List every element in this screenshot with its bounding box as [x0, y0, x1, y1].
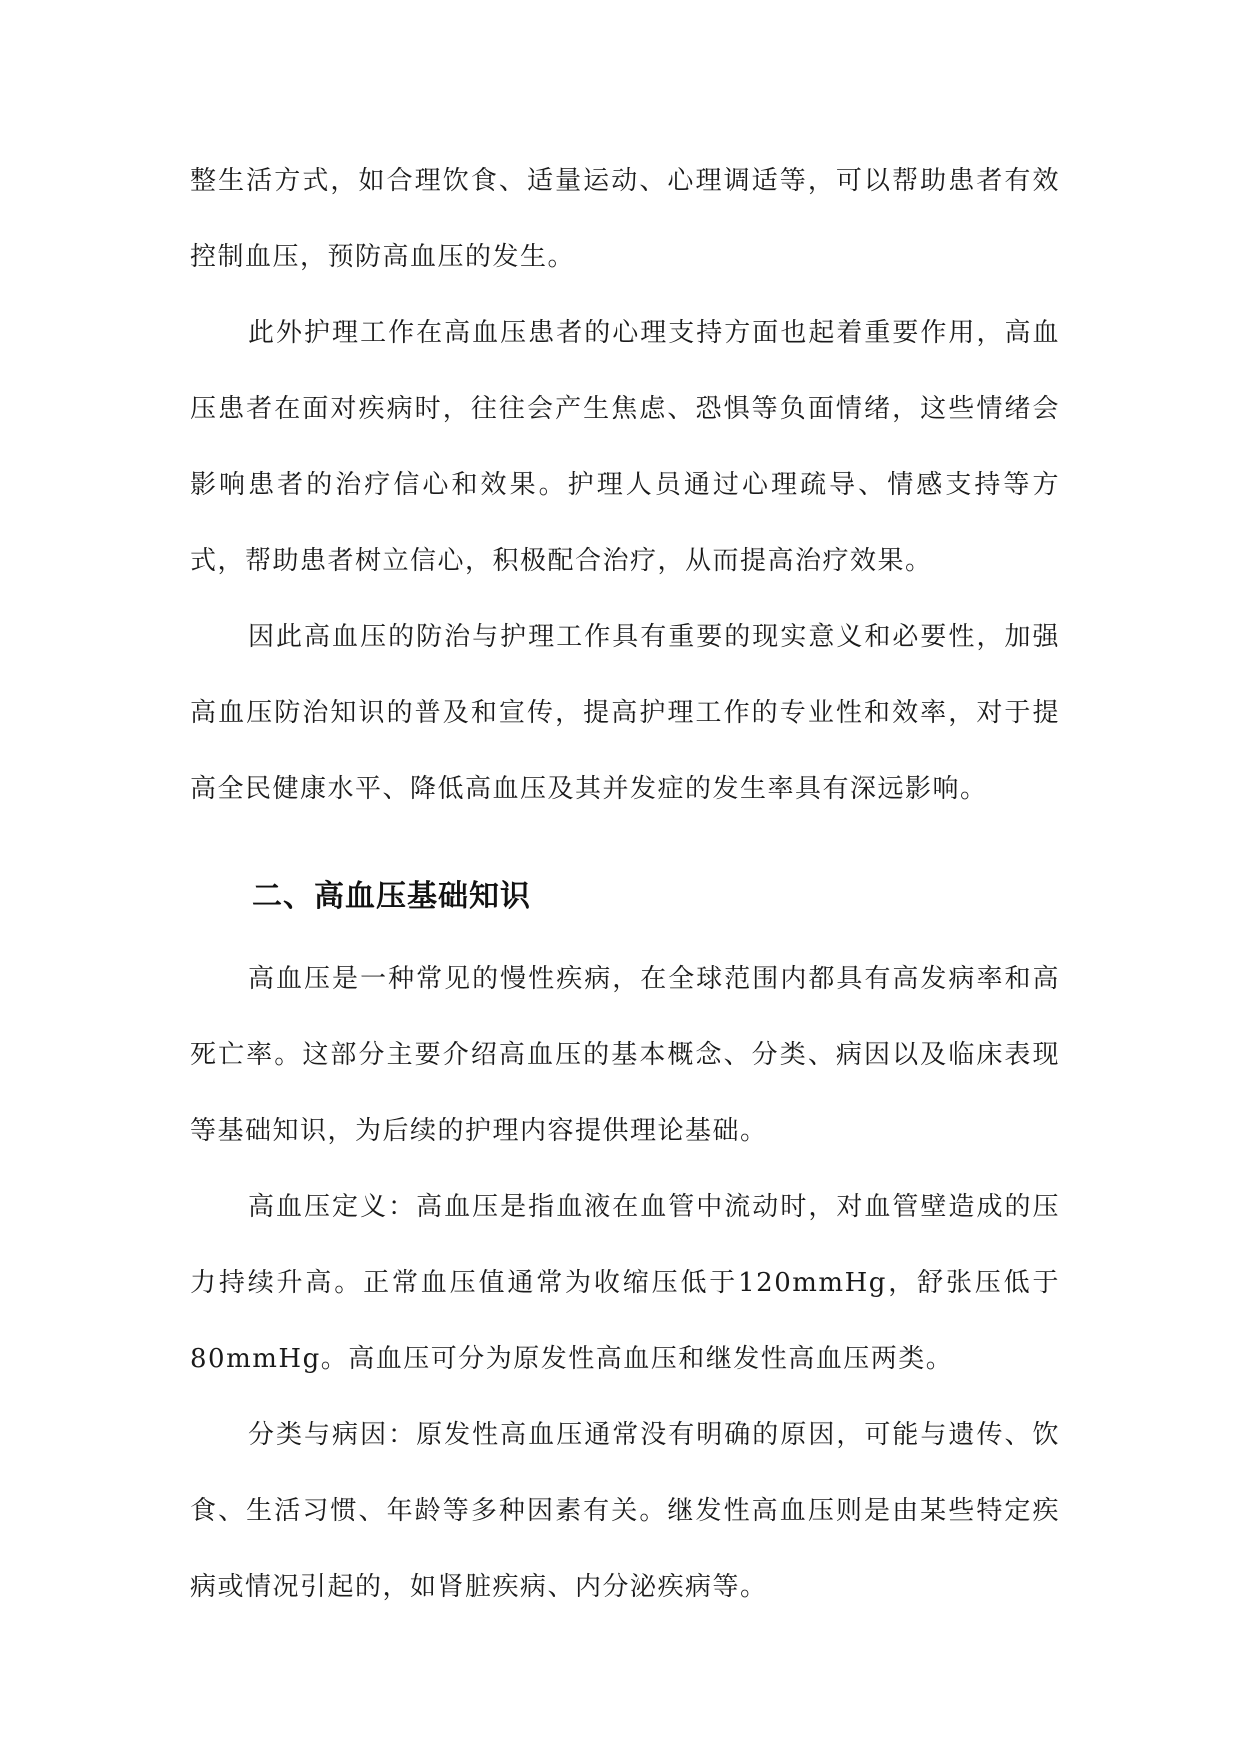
paragraph-psychological-support: 此外护理工作在高血压患者的心理支持方面也起着重要作用，高血压患者在面对疾病时，往往会产生焦虑、恐惧等负面情绪，这些情绪会影响患者的治疗信心和效果。护理人员通过心理疏导、情感支持等方式，帮助患者树立信心，积极配合治疗，从而提高治疗效果。 [190, 318, 1060, 576]
section-heading: 二、高血压基础知识 [252, 879, 531, 914]
paragraph-significance: 因此高血压的防治与护理工作具有重要的现实意义和必要性，加强高血压防治知识的普及和宣传，提高护理工作的专业性和效率，对于提高全民健康水平、降低高血压及其并发症的发生率具有深远影响。 [190, 622, 1060, 804]
paragraph-classification: 分类与病因：原发性高血压通常没有明确的原因，可能与遗传、饮食、生活习惯、年龄等多种因素有关。继发性高血压则是由某些特定疾病或情况引起的，如肾脏疾病、内分泌疾病等。 [190, 1420, 1060, 1602]
document-body [190, 143, 1060, 1625]
paragraph-definition: 高血压定义：高血压是指血液在血管中流动时，对血管壁造成的压力持续升高。正常血压值通常为收缩压低于120mmHg，舒张压低于80mmHg。高血压可分为原发性高血压和继发性高血压两类。 [190, 1192, 1060, 1374]
paragraph-overview: 高血压是一种常见的慢性疾病，在全球范围内都具有高发病率和高死亡率。这部分主要介绍高血压的基本概念、分类、病因以及临床表现等基础知识，为后续的护理内容提供理论基础。 [190, 964, 1060, 1146]
paragraph-lifestyle-continuation: 整生活方式，如合理饮食、适量运动、心理调适等，可以帮助患者有效控制血压，预防高血压的发生。 [190, 166, 1060, 272]
